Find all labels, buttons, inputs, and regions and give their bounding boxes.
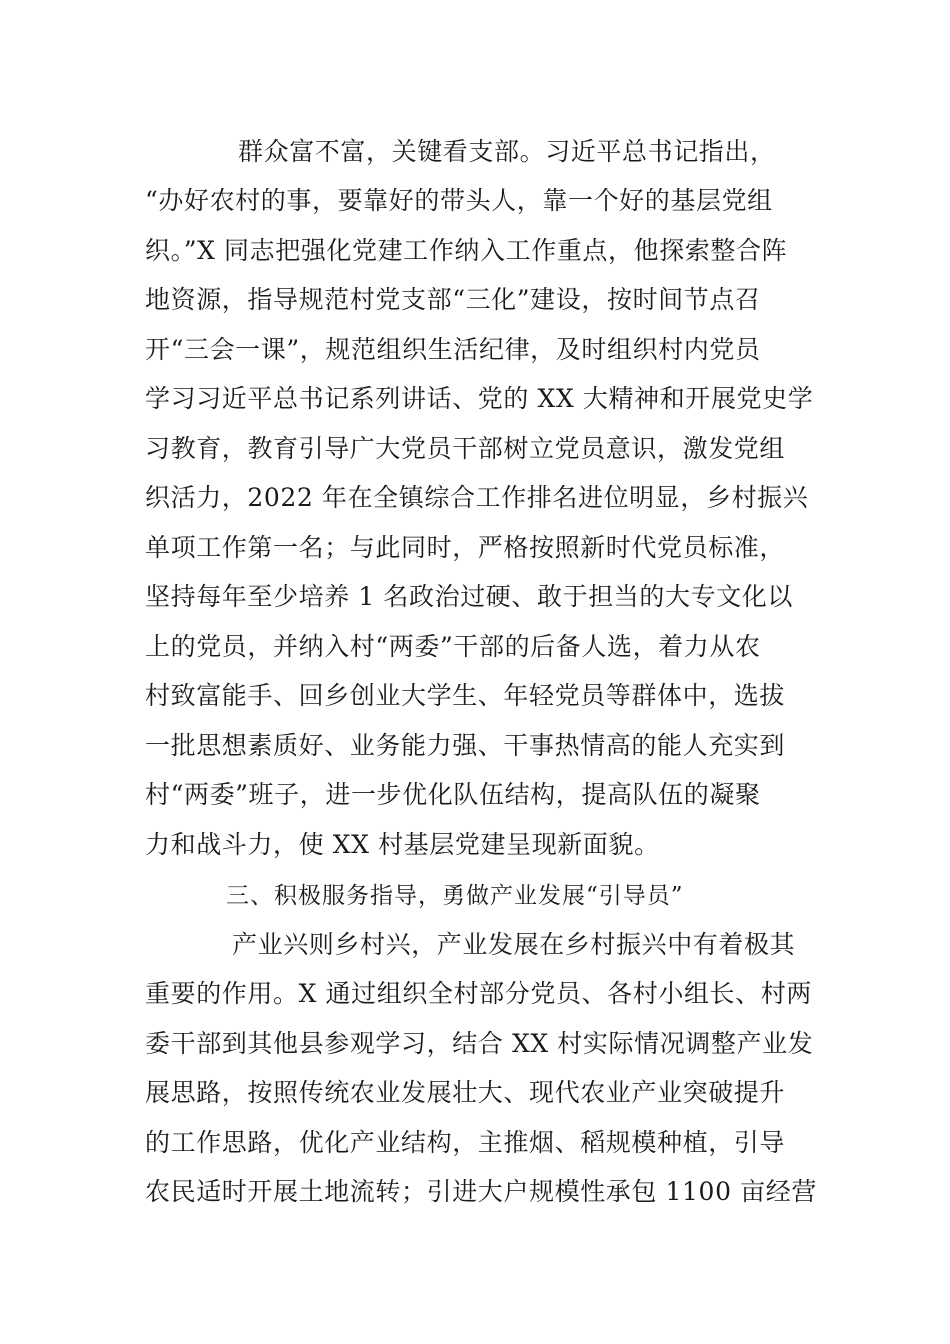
paragraph-line: 群众富不富，关键看支部。习近平总书记指出， [238,137,776,166]
paragraph-line: 的工作思路，优化产业结构，主推烟、稻规模种植，引导 [145,1128,786,1157]
paragraph-line: 农民适时开展土地流转；引进大户规模性承包 1100 亩经营 [145,1177,817,1206]
paragraph-line: 织活力，2022 年在全镇综合工作排名进位明显，乡村振兴 [145,483,809,512]
paragraph-line: 力和战斗力，使 XX 村基层党建呈现新面貌。 [145,830,660,859]
paragraph-line: 学习习近平总书记系列讲话、党的 XX 大精神和开展党史学 [145,384,814,413]
paragraph-line: 开“三会一课”，规范组织生活纪律，及时组织村内党员 [145,335,761,364]
section-heading: 三、积极服务指导，勇做产业发展“引导员” [226,883,684,909]
paragraph-line: 村“两委”班子，进一步优化队伍结构，提高队伍的凝聚 [145,780,761,809]
paragraph-line: 一批思想素质好、业务能力强、干事热情高的能人充实到 [145,731,786,760]
paragraph-line: 产业兴则乡村兴，产业发展在乡村振兴中有着极其 [232,930,796,959]
paragraph-line: “办好农村的事，要靠好的带头人，靠一个好的基层党组 [145,186,773,215]
paragraph-line: 织。”X 同志把强化党建工作纳入工作重点，他探索整合阵 [145,236,788,265]
paragraph-line: 展思路，按照传统农业发展壮大、现代农业产业突破提升 [145,1078,786,1107]
paragraph-line: 委干部到其他县参观学习，结合 XX 村实际情况调整产业发 [145,1029,814,1058]
paragraph-line: 地资源，指导规范村党支部“三化”建设，按时间节点召 [145,285,761,314]
paragraph-line: 村致富能手、回乡创业大学生、年轻党员等群体中，选拔 [145,681,786,710]
paragraph-line: 重要的作用。X 通过组织全村部分党员、各村小组长、村两 [145,979,812,1008]
paragraph-line: 上的党员，并纳入村“两委”干部的后备人选，着力从农 [145,632,761,661]
paragraph-line: 习教育，教育引导广大党员干部树立党员意识，激发党组 [145,434,786,463]
paragraph-line: 坚持每年至少培养 1 名政治过硬、敢于担当的大专文化以 [145,582,794,611]
paragraph-line: 单项工作第一名；与此同时，严格按照新时代党员标准， [145,533,786,562]
